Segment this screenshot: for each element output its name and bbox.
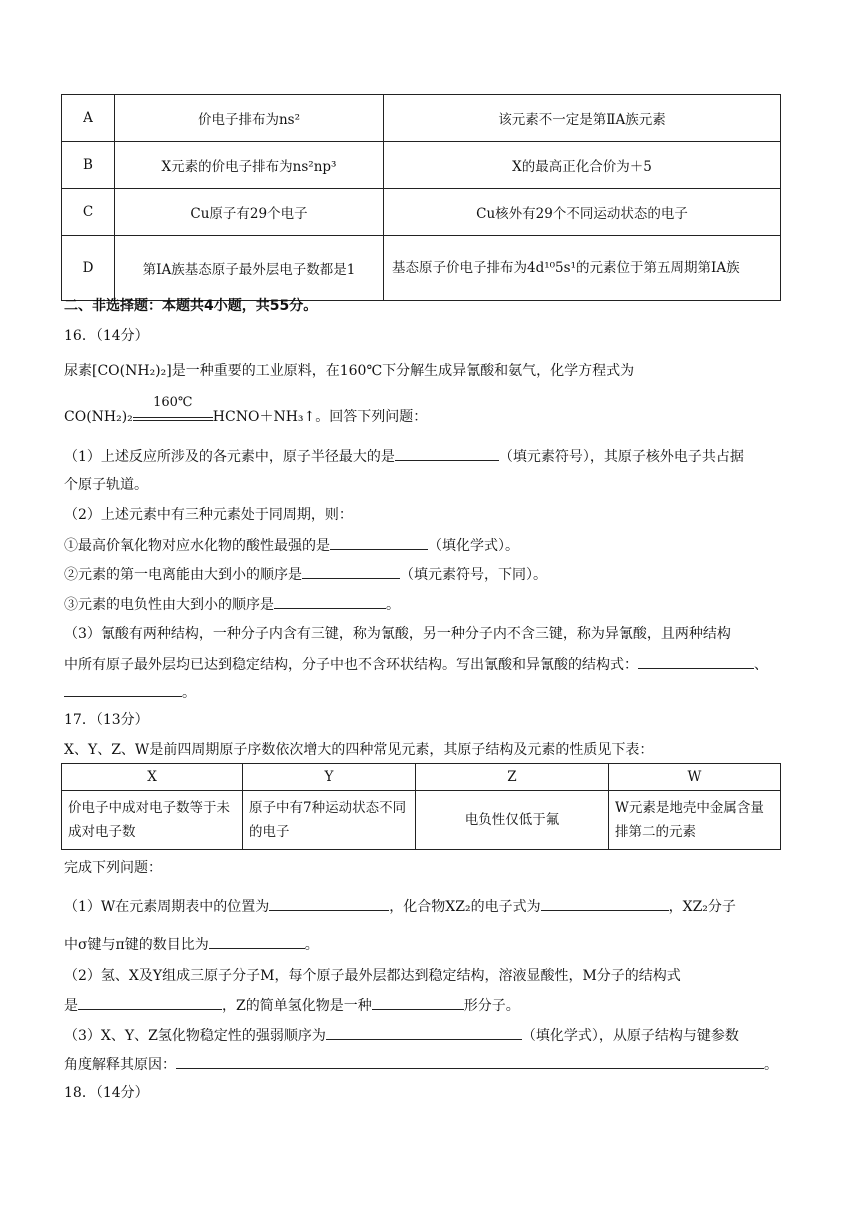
question-intro: X、Y、Z、W是前四周期原子序数依次增大的四种常见元素，其原子结构及元素的性质见下表： — [64, 742, 654, 758]
question-number: 16．（14分） — [64, 328, 149, 344]
table-cell: 原子中有7种运动状态不同的电子 — [243, 791, 416, 850]
option-label: A — [62, 95, 115, 142]
answer-blank[interactable] — [78, 995, 222, 1010]
answer-blank[interactable] — [176, 1054, 764, 1069]
part-text: 、 — [754, 657, 768, 673]
question-part: （2）上述元素中有三种元素处于同周期，则： — [64, 507, 353, 523]
question-part — [64, 995, 796, 1016]
answer-blank[interactable] — [395, 446, 499, 461]
answer-blank[interactable] — [64, 682, 182, 697]
part-text: （填元素符号，下同）。 — [400, 567, 547, 583]
option-conclusion: 该元素不一定是第ⅡA族元素 — [384, 95, 781, 142]
part-text: 中σ键与π键的数目比为 — [64, 937, 209, 953]
question-part — [64, 564, 796, 585]
part-text: 是 — [64, 998, 78, 1014]
question-part — [64, 896, 796, 917]
part-text: （1）W在元素周期表中的位置为 — [64, 899, 270, 915]
option-statement: 第ⅠA族基态原子最外层电子数都是1 — [115, 236, 384, 301]
option-label: C — [62, 189, 115, 236]
answer-blank[interactable] — [209, 934, 305, 949]
table-cell: W元素是地壳中金属含量排第二的元素 — [609, 791, 781, 850]
answer-blank[interactable] — [302, 564, 400, 579]
table-row — [62, 791, 781, 850]
part-text: 个原子轨道。 — [64, 477, 148, 493]
question-part — [64, 1025, 796, 1046]
table-header-row — [62, 764, 781, 791]
answer-blank[interactable] — [274, 594, 386, 609]
question-part — [64, 594, 796, 615]
part-text: ，XZ₂分子 — [668, 899, 736, 915]
reaction-condition: 160℃ — [153, 395, 193, 410]
answer-blank[interactable] — [330, 535, 428, 550]
question-part — [64, 535, 796, 556]
table-cell: 价电子中成对电子数等于未成对电子数 — [62, 791, 243, 850]
part-text: 。 — [386, 597, 400, 613]
question-part — [64, 1054, 796, 1075]
column-header: X — [62, 764, 243, 791]
part-text: 。 — [304, 937, 319, 953]
question-part — [64, 682, 796, 703]
option-conclusion: X的最高正化合价为＋5 — [384, 142, 781, 189]
question-part — [64, 446, 796, 467]
question-part — [64, 654, 796, 675]
equation-products: HCNO＋NH₃↑。回答下列问题： — [212, 409, 428, 425]
table-row — [62, 95, 781, 142]
column-header: W — [609, 764, 781, 791]
answer-blank[interactable] — [326, 1025, 522, 1040]
part-text: 形分子。 — [463, 998, 520, 1014]
question-number: 17．（13分） — [64, 712, 149, 728]
question-part — [64, 934, 796, 955]
answer-blank[interactable] — [372, 995, 464, 1010]
option-conclusion: 基态原子价电子排布为4d¹⁰5s¹的元素位于第五周期第ⅠA族 — [384, 236, 781, 301]
part-text: ，Z的简单氢化物是一种 — [222, 998, 372, 1014]
option-statement: 价电子排布为ns² — [115, 95, 384, 142]
part-text: 中所有原子最外层均已达到稳定结构，分子中也不含环状结构。写出氰酸和异氰酸的结构式： — [64, 657, 638, 673]
equal-sign-icon — [133, 417, 213, 421]
table-row — [62, 189, 781, 236]
answer-blank[interactable] — [638, 654, 754, 669]
part-text: （填化学式）。 — [428, 538, 519, 554]
question-part: （2）氢、X及Y组成三原子分子M，每个原子最外层都达到稳定结构，溶液显酸性，M分子的结构式 — [64, 968, 681, 984]
table-cell: 电负性仅低于氟 — [416, 791, 609, 850]
equation-arrow — [133, 395, 213, 421]
answer-blank[interactable] — [269, 896, 389, 911]
part-text: （填化学式），从原子结构与键参数 — [521, 1028, 739, 1044]
column-header: Y — [243, 764, 416, 791]
option-label: D — [62, 236, 115, 301]
part-text: （3）X、Y、Z氢化物稳定性的强弱顺序为 — [64, 1028, 326, 1044]
table-row — [62, 236, 781, 301]
part-text: ②元素的第一电离能由大到小的顺序是 — [64, 567, 302, 583]
part-text: ，化合物XZ₂的电子式为 — [389, 899, 541, 915]
part-text: （1）上述反应所涉及的各元素中，原子半径最大的是 — [64, 449, 395, 465]
question-intro: 尿素[CO(NH₂)₂]是一种重要的工业原料，在160℃下分解生成异氰酸和氨气，化学方程式为 — [64, 363, 635, 379]
column-header: Z — [416, 764, 609, 791]
part-text: 角度解释其原因： — [64, 1057, 176, 1073]
question-part: （3）氰酸有两种结构，一种分子内含有三键，称为氰酸，另一种分子内不含三键，称为异氰酸，且两种结构 — [64, 626, 731, 642]
question-number: 18．（14分） — [64, 1085, 149, 1101]
part-text: 。 — [764, 1057, 778, 1073]
section-heading: 二、非选择题：本题共4小题，共55分。 — [64, 298, 318, 314]
option-label: B — [62, 142, 115, 189]
option-statement: X元素的价电子排布为ns²np³ — [115, 142, 384, 189]
equation-reactant: CO(NH₂)₂ — [64, 409, 133, 425]
part-text: （填元素符号），其原子核外电子共占据 — [498, 449, 744, 465]
answer-blank[interactable] — [541, 896, 669, 911]
part-text: ①最高价氧化物对应水化物的酸性最强的是 — [64, 538, 330, 554]
options-table — [61, 94, 781, 301]
part-text: 完成下列问题： — [64, 860, 162, 876]
part-text: ③元素的电负性由大到小的顺序是 — [64, 597, 274, 613]
table-row — [62, 142, 781, 189]
chemical-equation — [64, 395, 796, 427]
part-text: 。 — [182, 685, 196, 701]
option-statement: Cu原子有29个电子 — [115, 189, 384, 236]
element-table — [61, 763, 781, 850]
option-conclusion: Cu核外有29个不同运动状态的电子 — [384, 189, 781, 236]
